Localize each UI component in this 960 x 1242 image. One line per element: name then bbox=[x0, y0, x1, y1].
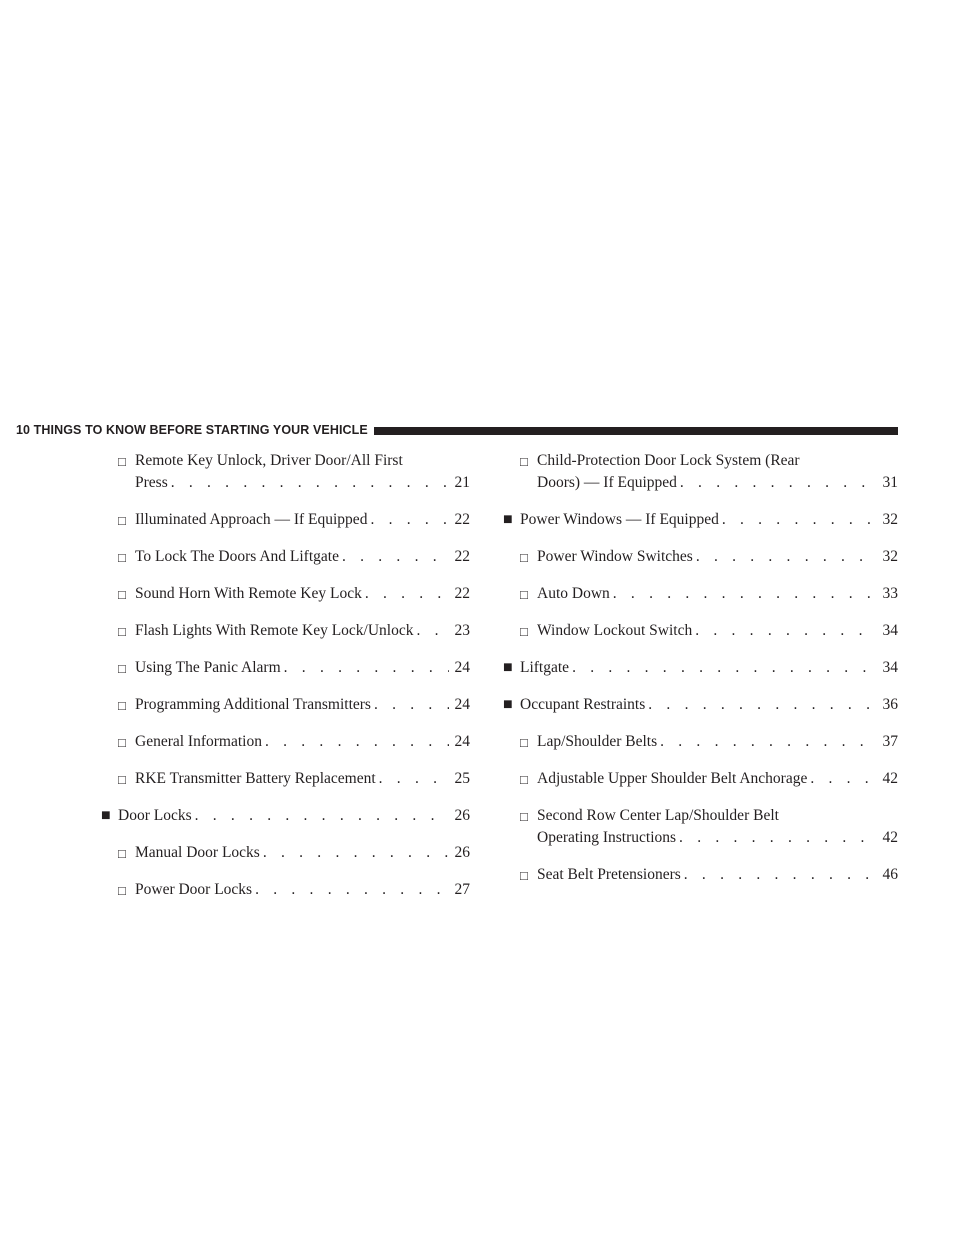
toc-entry-title: Operating Instructions bbox=[537, 829, 677, 846]
header-rule bbox=[374, 427, 898, 435]
dot-leader bbox=[810, 768, 877, 790]
hollow-square-icon: □ bbox=[118, 661, 126, 676]
toc-page-number: 24 bbox=[454, 696, 470, 713]
dot-leader bbox=[342, 546, 449, 568]
toc-page-number: 32 bbox=[882, 511, 898, 528]
toc-entry-title: RKE Transmitter Battery Replacement bbox=[135, 770, 376, 787]
hollow-square-icon: □ bbox=[520, 735, 528, 750]
toc-entry-title: To Lock The Doors And Liftgate bbox=[135, 548, 339, 565]
page-header-title: 10 THINGS TO KNOW BEFORE STARTING YOUR VEHICLE bbox=[16, 423, 368, 437]
toc-page-number: 42 bbox=[882, 829, 898, 846]
hollow-square-icon: □ bbox=[118, 772, 126, 787]
toc-entry-title: Lap/Shoulder Belts bbox=[537, 733, 658, 750]
toc-entry-title: Auto Down bbox=[537, 585, 610, 602]
toc-entry[interactable] bbox=[118, 450, 470, 494]
dot-leader bbox=[613, 583, 877, 605]
toc-entry[interactable] bbox=[520, 864, 898, 886]
toc-entry-title-line: Second Row Center Lap/Shoulder Belt bbox=[537, 807, 779, 824]
toc-page-number: 23 bbox=[454, 622, 470, 639]
dot-leader bbox=[696, 546, 877, 568]
hollow-square-icon: □ bbox=[118, 587, 126, 602]
toc-page-number: 31 bbox=[882, 474, 898, 491]
hollow-square-icon: □ bbox=[118, 454, 126, 469]
toc-entry-title: Power Window Switches bbox=[537, 548, 693, 565]
hollow-square-icon: □ bbox=[118, 883, 126, 898]
toc-entry-title: Programming Additional Transmitters bbox=[135, 696, 371, 713]
toc-page-number: 24 bbox=[454, 733, 470, 750]
dot-leader bbox=[572, 657, 877, 679]
toc-page-number: 37 bbox=[882, 733, 898, 750]
toc-left-column bbox=[101, 450, 470, 916]
toc-entry[interactable] bbox=[118, 620, 470, 642]
toc-page-number: 36 bbox=[882, 696, 898, 713]
dot-leader bbox=[648, 694, 877, 716]
toc-page-number: 25 bbox=[454, 770, 470, 787]
toc-entry[interactable] bbox=[520, 583, 898, 605]
toc-entry[interactable] bbox=[118, 694, 470, 716]
dot-leader bbox=[284, 657, 449, 679]
toc-entry[interactable] bbox=[118, 546, 470, 568]
filled-square-icon: ■ bbox=[101, 807, 111, 824]
hollow-square-icon: □ bbox=[118, 846, 126, 861]
toc-entry[interactable] bbox=[503, 694, 898, 716]
filled-square-icon: ■ bbox=[503, 696, 513, 713]
toc-entry[interactable] bbox=[520, 450, 898, 494]
toc-entry[interactable] bbox=[503, 509, 898, 531]
toc-entry[interactable] bbox=[520, 768, 898, 790]
toc-entry-title-line: Remote Key Unlock, Driver Door/All First bbox=[135, 452, 403, 469]
toc-entry[interactable] bbox=[520, 805, 898, 849]
toc-entry-title: Door Locks bbox=[118, 807, 192, 824]
toc-entry-title: Illuminated Approach — If Equipped bbox=[135, 511, 368, 528]
toc-page-number: 32 bbox=[882, 548, 898, 565]
toc-right-column bbox=[503, 450, 898, 901]
toc-entry-title: Occupant Restraints bbox=[520, 696, 646, 713]
dot-leader bbox=[265, 731, 449, 753]
dot-leader bbox=[370, 509, 449, 531]
dot-leader bbox=[679, 827, 877, 849]
toc-entry[interactable] bbox=[118, 731, 470, 753]
dot-leader bbox=[722, 509, 877, 531]
toc-page-number: 22 bbox=[454, 585, 470, 602]
toc-entry[interactable] bbox=[503, 657, 898, 679]
page-header bbox=[16, 420, 898, 440]
dot-leader bbox=[374, 694, 449, 716]
dot-leader bbox=[695, 620, 877, 642]
hollow-square-icon: □ bbox=[520, 624, 528, 639]
dot-leader bbox=[379, 768, 449, 790]
hollow-square-icon: □ bbox=[118, 513, 126, 528]
hollow-square-icon: □ bbox=[118, 735, 126, 750]
toc-entry[interactable] bbox=[520, 546, 898, 568]
toc-page-number: 24 bbox=[454, 659, 470, 676]
toc-entry-title: Power Windows — If Equipped bbox=[520, 511, 719, 528]
toc-entry-title: Press bbox=[135, 474, 168, 491]
hollow-square-icon: □ bbox=[118, 698, 126, 713]
dot-leader bbox=[255, 879, 449, 901]
hollow-square-icon: □ bbox=[520, 550, 528, 565]
dot-leader bbox=[171, 472, 449, 494]
toc-entry[interactable] bbox=[118, 583, 470, 605]
hollow-square-icon: □ bbox=[118, 624, 126, 639]
dot-leader bbox=[365, 583, 449, 605]
toc-entry-title: Window Lockout Switch bbox=[537, 622, 693, 639]
toc-page-number: 26 bbox=[454, 807, 470, 824]
toc-entry-title: General Information bbox=[135, 733, 262, 750]
toc-entry[interactable] bbox=[118, 509, 470, 531]
toc-entry-title: Power Door Locks bbox=[135, 881, 253, 898]
dot-leader bbox=[263, 842, 449, 864]
hollow-square-icon: □ bbox=[520, 868, 528, 883]
toc-entry[interactable] bbox=[520, 620, 898, 642]
hollow-square-icon: □ bbox=[520, 587, 528, 602]
hollow-square-icon: □ bbox=[118, 550, 126, 565]
toc-entry[interactable] bbox=[520, 731, 898, 753]
toc-entry[interactable] bbox=[118, 657, 470, 679]
toc-entry-title: Seat Belt Pretensioners bbox=[537, 866, 681, 883]
dot-leader bbox=[680, 472, 877, 494]
toc-entry[interactable] bbox=[118, 768, 470, 790]
toc-entry-title: Adjustable Upper Shoulder Belt Anchorage bbox=[537, 770, 808, 787]
toc-entry[interactable] bbox=[101, 805, 470, 827]
hollow-square-icon: □ bbox=[520, 809, 528, 824]
dot-leader bbox=[660, 731, 877, 753]
dot-leader bbox=[684, 864, 877, 886]
filled-square-icon: ■ bbox=[503, 659, 513, 676]
toc-page-number: 27 bbox=[454, 881, 470, 898]
toc-entry-title: Using The Panic Alarm bbox=[135, 659, 281, 676]
toc-page-number: 34 bbox=[882, 622, 898, 639]
toc-entry-title: Doors) — If Equipped bbox=[537, 474, 677, 491]
toc-entry-title: Sound Horn With Remote Key Lock bbox=[135, 585, 362, 602]
toc-entry[interactable] bbox=[118, 842, 470, 864]
toc-page-number: 34 bbox=[882, 659, 898, 676]
toc-page-number: 33 bbox=[882, 585, 898, 602]
toc-entry-title: Manual Door Locks bbox=[135, 844, 260, 861]
toc-page-number: 22 bbox=[454, 548, 470, 565]
hollow-square-icon: □ bbox=[520, 454, 528, 469]
toc-entry[interactable] bbox=[118, 879, 470, 901]
toc-entry-title: Flash Lights With Remote Key Lock/Unlock bbox=[135, 622, 414, 639]
dot-leader bbox=[417, 620, 450, 642]
toc-entry-title-line: Child-Protection Door Lock System (Rear bbox=[537, 452, 800, 469]
toc-page-number: 22 bbox=[454, 511, 470, 528]
dot-leader bbox=[195, 805, 449, 827]
toc-entry-title: Liftgate bbox=[520, 659, 570, 676]
toc-page-number: 26 bbox=[454, 844, 470, 861]
toc-page-number: 46 bbox=[882, 866, 898, 883]
toc-page-number: 21 bbox=[454, 474, 470, 491]
filled-square-icon: ■ bbox=[503, 511, 513, 528]
hollow-square-icon: □ bbox=[520, 772, 528, 787]
toc-page-number: 42 bbox=[882, 770, 898, 787]
